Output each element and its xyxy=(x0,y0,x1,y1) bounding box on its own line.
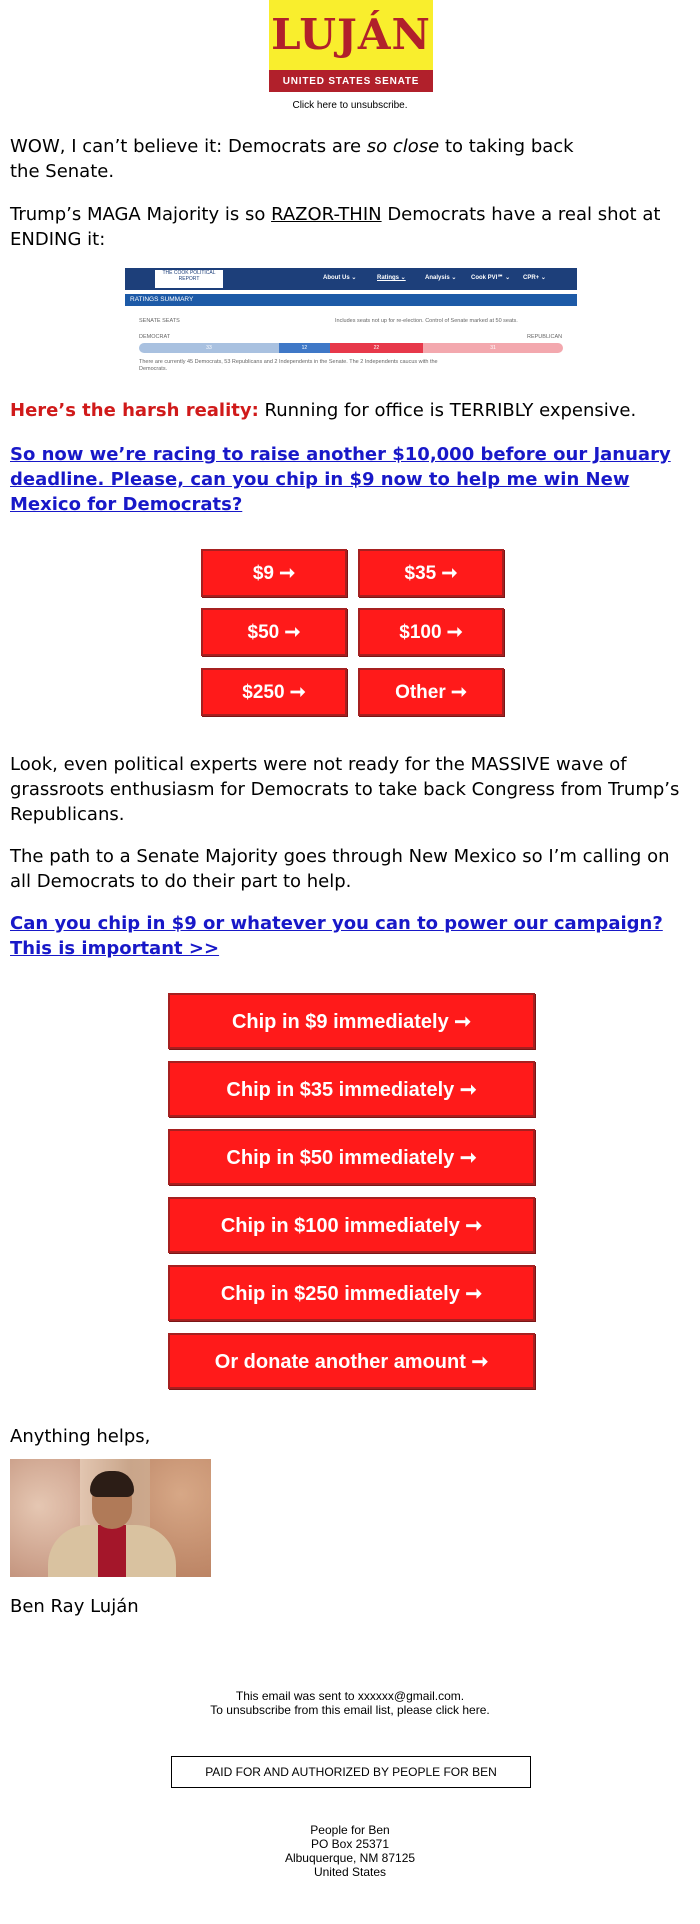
donate-35-button[interactable]: $35 ➞ xyxy=(358,549,504,597)
lujan-logo[interactable] xyxy=(269,0,433,92)
footer-sent-to: This email was sent to xxxxxx@gmail.com. xyxy=(235,1689,465,1703)
signature-name: Ben Ray Luján xyxy=(10,1596,139,1617)
ratings-nav-ratings: Ratings ⌄ xyxy=(377,275,406,281)
ratings-nav-cpr: CPR+ ⌄ xyxy=(523,275,546,281)
ratings-note: Includes seats not up for re-election. Control of Senate marked at 50 seats. xyxy=(335,318,518,324)
donate-9-button[interactable]: $9 ➞ xyxy=(201,549,347,597)
intro-paragraph-1 xyxy=(10,134,600,184)
ratings-seats-label: SENATE SEATS xyxy=(139,318,180,324)
intro-p1-text-b: to taking back the Senate. xyxy=(10,136,574,182)
address-line-4: United States xyxy=(313,1865,387,1879)
donate-100-button[interactable]: $100 ➞ xyxy=(358,608,504,656)
photo-shirt xyxy=(98,1525,126,1577)
donate-other-button[interactable]: Other ➞ xyxy=(358,668,504,716)
candidate-photo xyxy=(10,1459,211,1577)
anything-helps-text: Anything helps, xyxy=(10,1426,151,1447)
footer-unsubscribe-link[interactable]: To unsubscribe from this email list, please click here. xyxy=(210,1703,490,1717)
ratings-dem-label: DEMOCRAT xyxy=(139,334,171,340)
ratings-nav-about: About Us ⌄ xyxy=(323,275,357,281)
chip-in-9-button[interactable]: Chip in $9 immediately ➞ xyxy=(168,993,535,1049)
harsh-reality-strong: Here’s the harsh reality: xyxy=(10,400,259,421)
donate-link-1[interactable]: So now we’re racing to raise another $10,000 before our January deadline. Please, can you chip in $9 now to help me win New Mexico for Democrats? xyxy=(10,444,671,515)
donate-50-button[interactable]: $50 ➞ xyxy=(201,608,347,656)
ratings-bar-segment xyxy=(139,343,279,353)
ratings-nav-pvi: Cook PVI℠ ⌄ xyxy=(471,275,511,281)
ratings-bar-segment xyxy=(279,343,330,353)
ask-paragraph-1 xyxy=(10,442,680,517)
ratings-caption: There are currently 45 Democrats, 53 Republicans and 2 Independents in the Senate. The 2 Independents caucus with the Democrats. xyxy=(139,359,438,372)
intro-p2-text-a: Trump’s MAGA Majority is so xyxy=(10,204,272,225)
harsh-reality-rest: Running for office is TERRIBLY expensive. xyxy=(258,400,637,421)
ratings-band xyxy=(125,294,577,306)
address-line-3: Albuquerque, NM 87125 xyxy=(284,1851,416,1865)
intro-paragraph-2 xyxy=(10,202,690,252)
intro-p2-text-b: Democrats have a real shot at ENDING it: xyxy=(10,204,661,250)
donate-other-amount-button[interactable]: Or donate another amount ➞ xyxy=(168,1333,535,1389)
ratings-band-title: RATINGS SUMMARY xyxy=(130,296,194,303)
ratings-bar-segment xyxy=(330,343,423,353)
logo-bottom-panel xyxy=(269,70,433,92)
ratings-bar-segment xyxy=(423,343,563,353)
harsh-reality-paragraph xyxy=(10,398,690,423)
chip-in-50-button[interactable]: Chip in $50 immediately ➞ xyxy=(168,1129,535,1185)
ratings-rep-label: REPUBLICAN xyxy=(527,334,563,340)
donate-250-button[interactable]: $250 ➞ xyxy=(201,668,347,716)
ratings-summary-image xyxy=(125,268,577,376)
ratings-bar-number: 31 xyxy=(490,345,496,351)
ratings-bar xyxy=(139,343,563,353)
intro-p1-emphasis: so close xyxy=(366,136,440,157)
photo-hair xyxy=(90,1471,134,1497)
ratings-bar-number: 22 xyxy=(373,345,380,351)
address-line-1: People for Ben xyxy=(310,1823,390,1837)
unsubscribe-link-top[interactable]: Click here to unsubscribe. xyxy=(292,100,408,111)
chip-in-250-button[interactable]: Chip in $250 immediately ➞ xyxy=(168,1265,535,1321)
logo-top-panel xyxy=(269,0,433,70)
body-paragraph-3: Look, even political experts were not ready for the MASSIVE wave of grassroots enthusiasm for Democrats to take back Congress from Trump’s Republicans. xyxy=(10,754,680,825)
chip-in-35-button[interactable]: Chip in $35 immediately ➞ xyxy=(168,1061,535,1117)
donate-link-2[interactable]: Can you chip in $9 or whatever you can to power our campaign? This is important >> xyxy=(10,913,663,959)
ask-paragraph-2 xyxy=(10,911,690,961)
ratings-header xyxy=(125,268,577,290)
logo-name: LUJÁN xyxy=(271,10,431,59)
paid-for-text: PAID FOR AND AUTHORIZED BY PEOPLE FOR BEN xyxy=(205,1765,497,1779)
ratings-bar-number: 12 xyxy=(301,345,308,351)
intro-p2-underline: RAZOR-THIN xyxy=(271,204,382,225)
logo-subtitle: UNITED STATES SENATE xyxy=(282,75,420,87)
ratings-bar-number: 33 xyxy=(206,345,212,351)
ratings-nav-analysis: Analysis ⌄ xyxy=(425,275,457,281)
body-paragraph-4: The path to a Senate Majority goes through New Mexico so I’m calling on all Democrats to do their part to help. xyxy=(10,846,670,892)
address-line-2: PO Box 25371 xyxy=(310,1837,390,1851)
chip-in-100-button[interactable]: Chip in $100 immediately ➞ xyxy=(168,1197,535,1253)
cook-report-logo: THE COOK POLITICAL REPORT xyxy=(155,270,223,288)
paid-for-box xyxy=(171,1756,531,1788)
intro-p1-text-a: WOW, I can’t believe it: Democrats are xyxy=(10,136,367,157)
